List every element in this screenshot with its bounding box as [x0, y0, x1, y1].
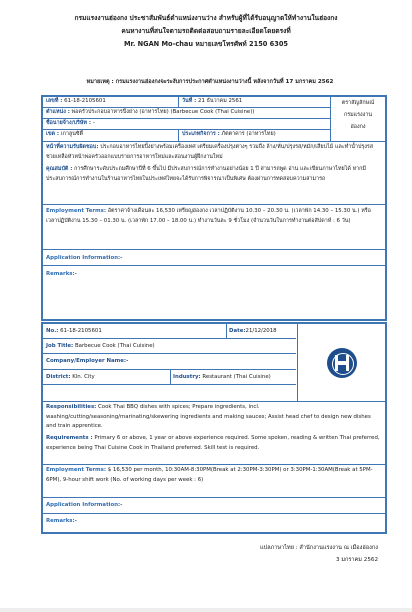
- eng-terms-value: $ 16,530 per month, 10:30AM-8:30PM(Break at 2:30PM-3:30PM) or 3:30PM-1:30AM(Break at 5PM-6PM), 9-hour shift work (No. of working days per week : 6): [46, 467, 373, 483]
- eng-date-value: 21/12/2018: [245, 328, 277, 334]
- thai-qual-label: คุณสมบัติ :: [46, 166, 73, 172]
- eng-req-label: Requirements :: [46, 435, 93, 441]
- thai-industry-value: ภัตตาคาร (อาหารไทย): [221, 131, 276, 137]
- eng-resp-value: Cook Thai BBQ dishes with spices; Prepare ingredients, incl. washing/cutting/seasoning/marinating/skewering ingredients and making sauces; Assist head chef to design new dishes and train apprentice.: [46, 404, 371, 429]
- thai-remarks-label: Remarks:-: [46, 271, 77, 277]
- eng-top-block: [43, 324, 385, 402]
- thai-duties: [43, 142, 385, 164]
- thai-application-info: [43, 250, 385, 266]
- thai-app-label: Application Information:-: [46, 255, 123, 261]
- eng-industry-value: Restaurant (Thai Cuisine): [202, 374, 271, 380]
- thai-row-district: [43, 130, 331, 141]
- eng-job-label: Job Title:: [46, 343, 74, 349]
- footer: [260, 542, 378, 566]
- eng-requirements: [43, 433, 385, 465]
- thai-no-value: 61-18-2105601: [64, 98, 106, 104]
- thai-row-employer: [43, 119, 331, 130]
- header-line-2: คนหางานที่สนใจตามรถติดต่อสอบถามรายละเอียดโดยตรงที่: [121, 27, 291, 35]
- thai-district-label: เขต :: [46, 131, 60, 137]
- thai-employer-value: -: [92, 120, 95, 126]
- thai-date-label: วันที่ :: [182, 98, 197, 104]
- thai-position-label: ตำแหน่ง :: [46, 109, 70, 115]
- thai-stamp-box: [330, 97, 385, 141]
- header: [0, 12, 412, 51]
- thai-terms-value: อัตราค่าจ้างเดือนละ 16,530 เหรียญฮ่องกง เวลาปฏิบัติงาน 10.30 – 20.30 น. (เวลาพัก 14.30 – 15.30 น.) หรือ เวลาปฏิบัติงาน 15.30 – 01.30 น. (เวลาพัก 17.00 – 18.00 น.) ทำงานวันละ 9 ชั่วโมง (จำนวนวันในการทำงานต่อสัปดาห์ : 6 วัน): [46, 208, 371, 224]
- thai-top-block: [43, 97, 385, 142]
- thai-position-value: พ่อครัวประกอบอาหารปิ้งย่าง (อาหารไทย) (Barbecue Cook (Thai Cuisine)): [71, 109, 255, 115]
- eng-req-value: Primary 6 or above, 1 year or above experience required. Some spoken, reading & written Thai preferred, experience being Thai Cuisine Cook in Thailand preferred. Skill test is required.: [46, 435, 380, 451]
- thai-row-no-date: [43, 97, 331, 108]
- thai-stamp-line-2: กรมแรงงาน: [343, 112, 373, 118]
- eng-no-label: No.:: [46, 328, 59, 334]
- header-note: หมายเหตุ : กรมแรงงานฮ่องกงจะระงับการประกาศตำแหน่งงานว่างนี้ หลังจากวันที่ 17 มกราคม 2562: [86, 79, 334, 85]
- thai-duties-value: ประกอบอาหารไทยปิ้งย่างพร้อมเครื่องเทศ เตรียมเครื่องปรุงต่างๆ รวมถึง ล้าง/หั่น/ปรุงรส/หมัก/เสียบไม้ และทำน้ำปรุงรส ช่วยเหลือหัวหน้าพ่อครัวออกแบบรายการอาหารใหม่และสอนงานผู้ฝึกงานใหม่: [46, 144, 374, 160]
- eng-district-value: Kln. City: [72, 374, 95, 380]
- eng-row-no-date: [43, 324, 296, 339]
- thai-date-value: 21 ธันวาคม 2561: [198, 98, 243, 104]
- eng-app-label: Application Information:-: [46, 502, 123, 508]
- eng-date-label: Date:: [229, 328, 246, 334]
- bottom-edge: [0, 608, 412, 612]
- eng-company-label: Company/Employer Name:-: [46, 358, 129, 364]
- thai-employer-label: ชื่อนายจ้าง/บริษัท :: [46, 120, 92, 126]
- eng-row-company: [43, 354, 296, 370]
- thai-vacancy-card: [41, 95, 387, 321]
- footer-line-1: แปลภาษาไทย : สำนักงานแรงงาน ณ เมืองฮ่องกง: [259, 545, 378, 551]
- footer-line-2: 3 มกราคม 2562: [336, 557, 378, 563]
- thai-terms: [43, 205, 385, 250]
- eng-terms-label: Employment Terms:: [46, 467, 107, 473]
- eng-remarks-label: Remarks:-: [46, 518, 77, 524]
- header-line-3: Mr. NGAN Mo-chau หมายเลขโทรศัพท์ 2150 6305: [123, 40, 289, 48]
- eng-row-district: [43, 370, 296, 385]
- eng-application-info: [43, 498, 385, 514]
- eng-job-value: Barbecue Cook (Thai Cuisine): [74, 343, 155, 349]
- thai-stamp-line-1: ตราสัญลักษณ์: [341, 100, 375, 106]
- thai-row-position: [43, 108, 331, 119]
- thai-remarks: [43, 266, 385, 282]
- eng-remarks: [43, 514, 385, 529]
- eng-resp-label: Responsibilities:: [46, 404, 97, 410]
- thai-industry-label: ประเภทกิจการ :: [182, 131, 220, 137]
- thai-stamp-line-3: ฮ่องกง: [350, 124, 366, 130]
- english-vacancy-card: [41, 322, 387, 534]
- thai-district-value: เกาลูนซิตี้: [60, 131, 84, 137]
- eng-responsibilities: [43, 402, 385, 433]
- thai-duties-label: หน้าที่ความรับผิดชอบ:: [46, 144, 99, 150]
- eng-logo-box: [297, 324, 385, 401]
- thai-no-label: เลขที่ :: [46, 98, 63, 104]
- eng-industry-label: Industry:: [173, 374, 201, 380]
- thai-qualifications: [43, 164, 385, 205]
- thai-terms-label: Employment Terms:: [46, 208, 107, 214]
- header-line-1: กรมแรงงานฮ่องกง ประชาสัมพันธ์ตำแหน่งงานว่าง สำหรับผู้ที่ได้รับอนุญาตให้ทำงานในฮ่องกง: [74, 14, 338, 22]
- labour-department-logo-icon: [327, 348, 357, 378]
- eng-no-value: 61-18-2105601: [60, 328, 102, 334]
- eng-terms: [43, 465, 385, 498]
- eng-district-label: District:: [46, 374, 71, 380]
- eng-row-job: [43, 339, 296, 354]
- thai-qual-value: การศึกษาระดับประถมศึกษาปีที่ 6 ขึ้นไป มีประสบการณ์การทำงานอย่างน้อย 1 ปี สามารถพูด อ่าน และเขียนภาษาไทยได้ หากมีประสบการณ์การทำงานในร้านอาหารไทยในประเทศไทยจะได้รับการพิจารณาเป็นพิเศษ ต้องผ่านการทดสอบความสามารถ: [46, 166, 366, 182]
